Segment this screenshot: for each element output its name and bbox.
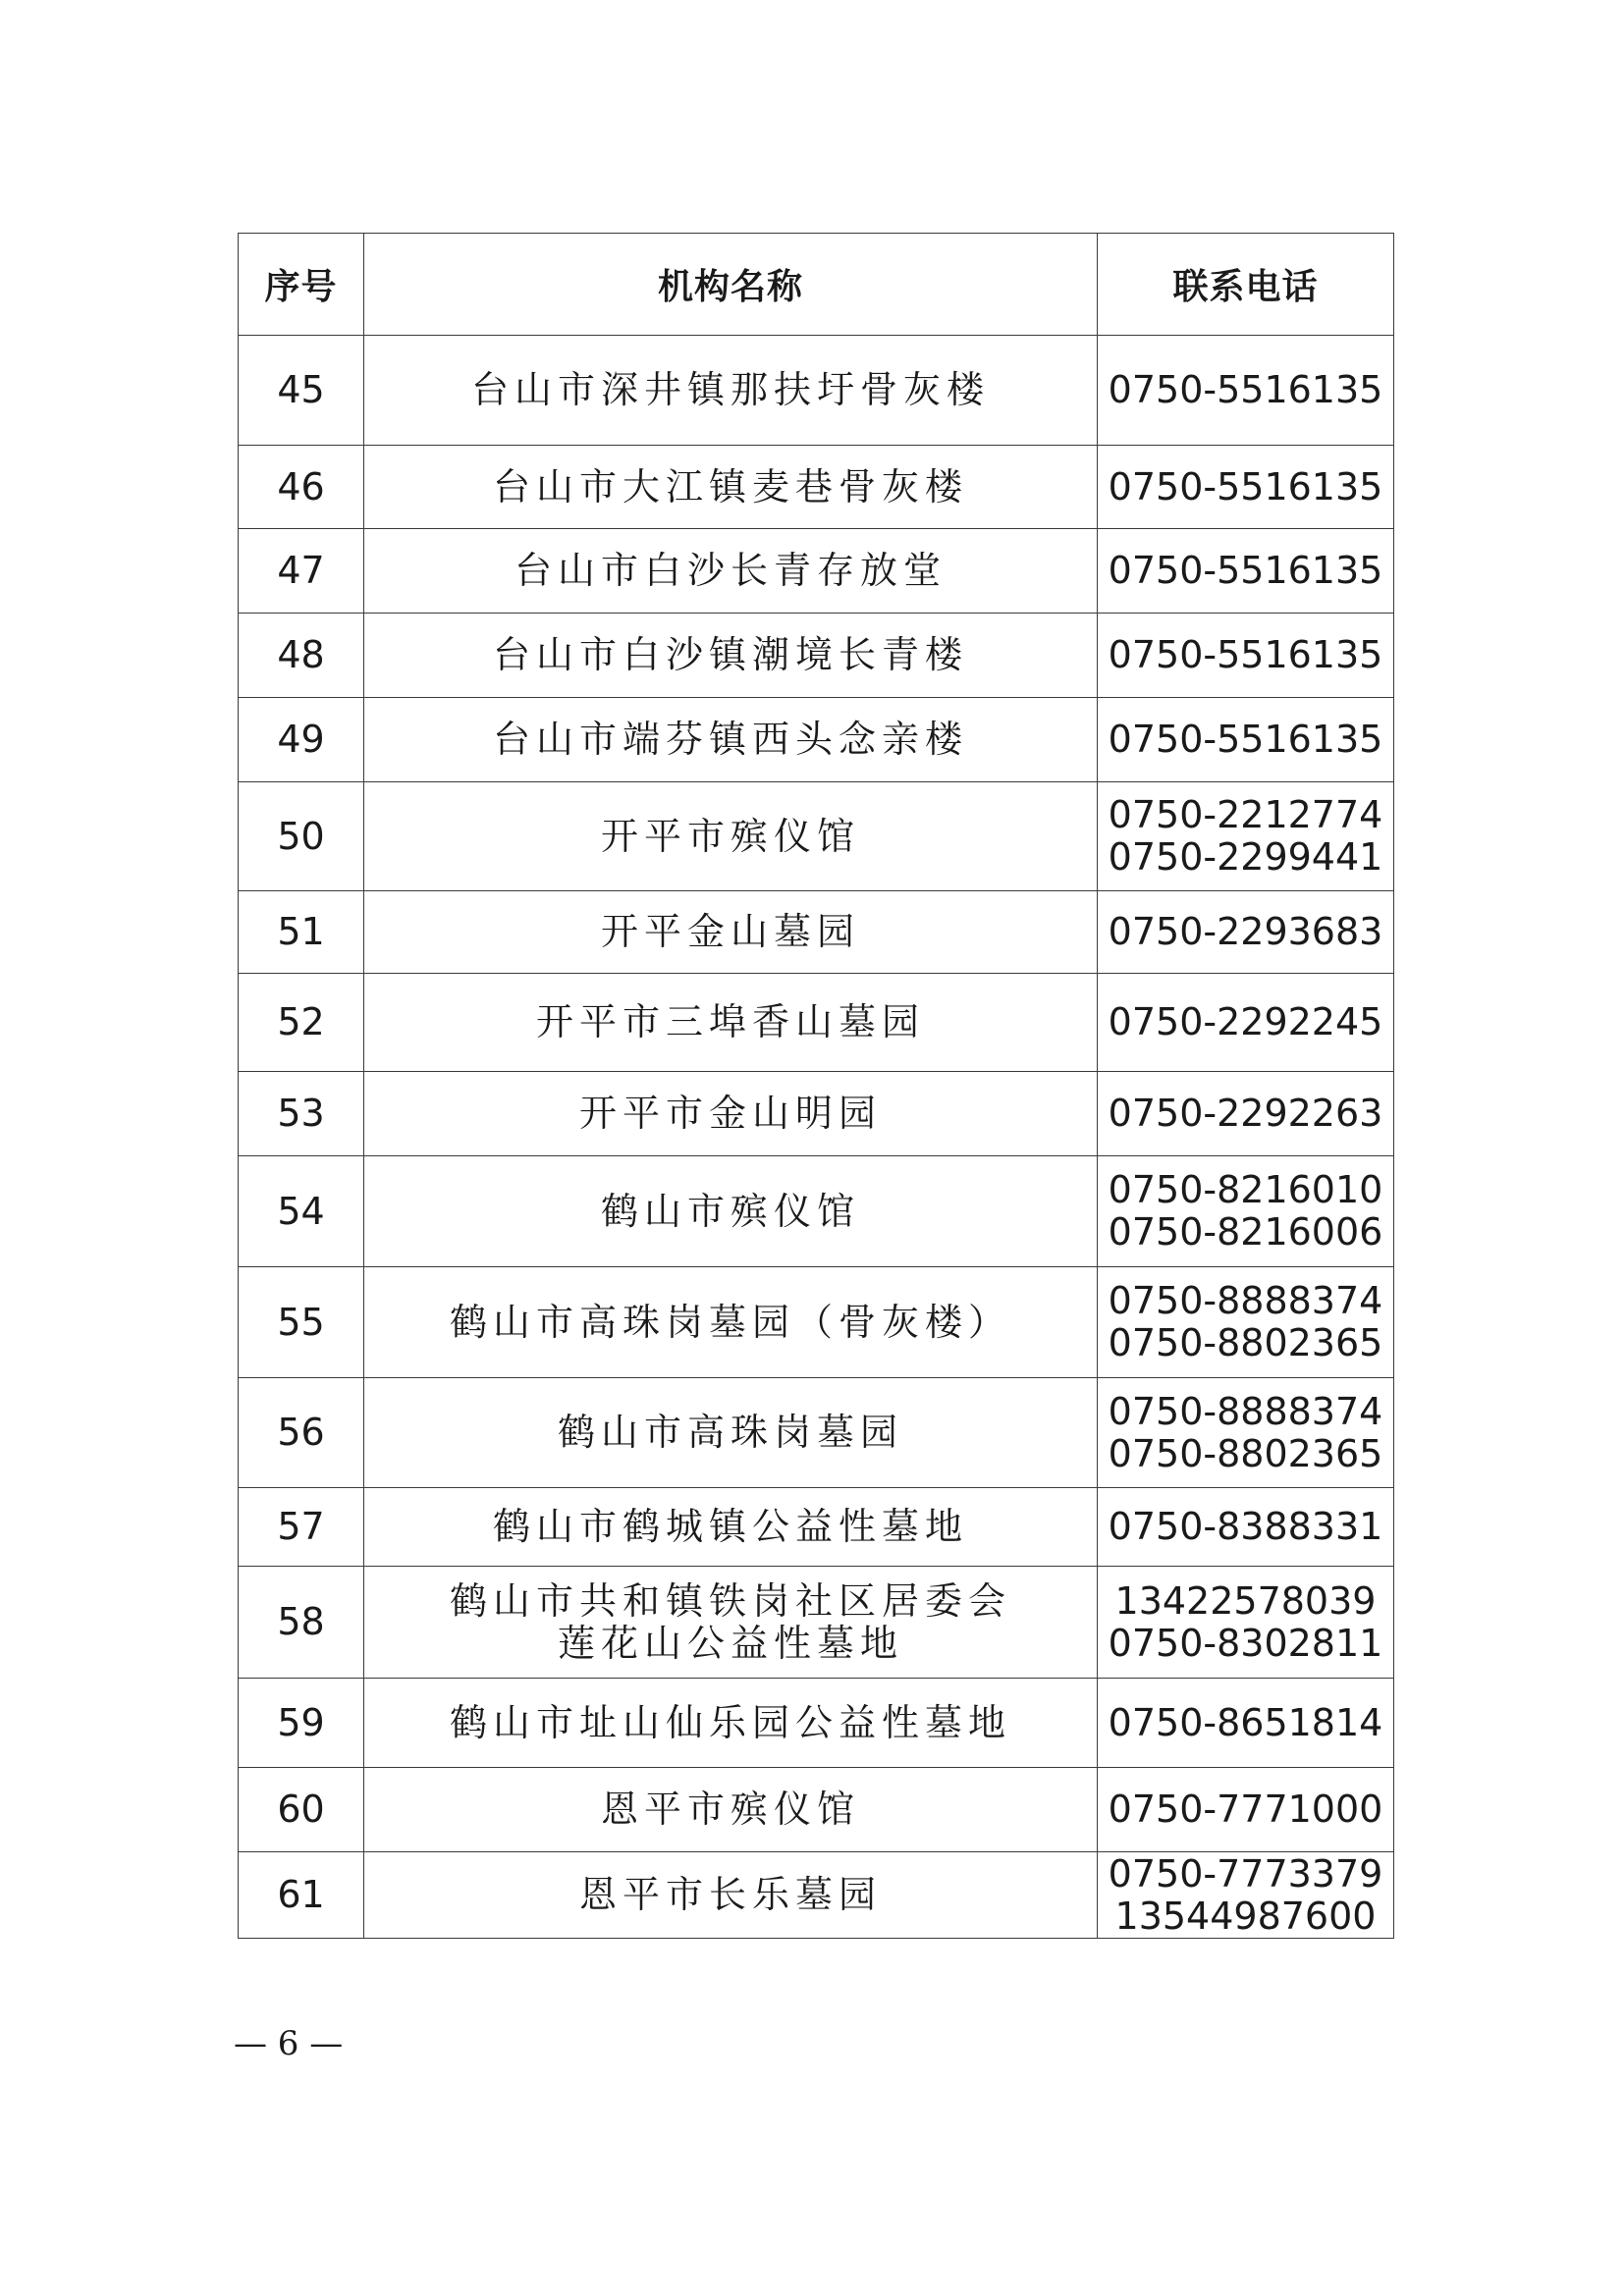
table-row [239, 1072, 1394, 1156]
row-phone [1098, 1378, 1394, 1488]
row-phone [1098, 614, 1394, 698]
row-phone [1098, 529, 1394, 614]
facility-name-line: 开平市殡仪馆 [600, 814, 860, 858]
row-seq: 53 [239, 1072, 364, 1156]
row-facility-name [364, 336, 1098, 446]
row-facility-name [364, 1072, 1098, 1156]
row-facility-name [364, 1768, 1098, 1852]
row-phone [1098, 336, 1394, 446]
row-seq: 46 [239, 446, 364, 529]
row-phone [1098, 1488, 1394, 1567]
row-facility-name [364, 1156, 1098, 1267]
phone-number-line: 0750-2293683 [1108, 910, 1383, 953]
table-row [239, 698, 1394, 782]
row-seq: 47 [239, 529, 364, 614]
table-row [239, 1156, 1394, 1267]
phone-number-line: 0750-7771000 [1108, 1788, 1383, 1831]
row-seq: 59 [239, 1679, 364, 1768]
row-seq: 45 [239, 336, 364, 446]
table-row [239, 1768, 1394, 1852]
phone-number-line: 0750-8388331 [1108, 1505, 1383, 1548]
header-name: 机构名称 [364, 234, 1098, 336]
facility-name-line: 恩平市殡仪馆 [600, 1788, 860, 1831]
row-seq: 60 [239, 1768, 364, 1852]
table-body [239, 336, 1394, 1939]
phone-number-line: 0750-5516135 [1108, 549, 1383, 592]
row-seq: 56 [239, 1378, 364, 1488]
row-seq: 50 [239, 782, 364, 891]
table-row [239, 782, 1394, 891]
facility-name-line: 开平市金山明园 [578, 1092, 882, 1135]
row-phone [1098, 1567, 1394, 1679]
facility-name-line: 台山市白沙长青存放堂 [514, 549, 947, 592]
table-row [239, 446, 1394, 529]
row-seq: 61 [239, 1852, 364, 1939]
table-row [239, 974, 1394, 1072]
row-seq: 48 [239, 614, 364, 698]
phone-number-line: 0750-8302811 [1108, 1621, 1383, 1665]
facility-name-line: 鹤山市殡仪馆 [600, 1189, 860, 1233]
table-row [239, 1488, 1394, 1567]
row-seq: 52 [239, 974, 364, 1072]
row-phone [1098, 974, 1394, 1072]
header-phone: 联系电话 [1098, 234, 1394, 336]
row-phone [1098, 1072, 1394, 1156]
phone-number-line: 0750-5516135 [1108, 464, 1383, 508]
facility-name-line: 开平市三埠香山墓园 [535, 1000, 925, 1043]
phone-number-line: 0750-2292263 [1108, 1092, 1383, 1135]
row-facility-name [364, 974, 1098, 1072]
phone-number-line: 13544987600 [1114, 1894, 1377, 1938]
row-facility-name [364, 446, 1098, 529]
facility-name-line: 鹤山市共和镇铁岗社区居委会 [449, 1578, 1011, 1623]
facility-name-line: 鹤山市鹤城镇公益性墓地 [492, 1505, 968, 1548]
row-seq: 51 [239, 891, 364, 974]
page-number: — 6 — [234, 2024, 344, 2063]
phone-number-line: 0750-2299441 [1108, 835, 1383, 879]
row-facility-name [364, 1679, 1098, 1768]
phone-number-line: 0750-5516135 [1108, 718, 1383, 761]
table-row [239, 1378, 1394, 1488]
row-facility-name [364, 782, 1098, 891]
table-row [239, 1567, 1394, 1679]
table-row [239, 614, 1394, 698]
phone-number-line: 0750-8888374 [1108, 1279, 1383, 1322]
row-phone [1098, 1768, 1394, 1852]
row-facility-name [364, 1378, 1098, 1488]
facility-name-line: 鹤山市高珠岗墓园 [557, 1411, 903, 1454]
row-phone [1098, 1679, 1394, 1768]
row-facility-name [364, 698, 1098, 782]
phone-number-line: 0750-5516135 [1108, 633, 1383, 676]
phone-number-line: 0750-8802365 [1108, 1321, 1383, 1364]
row-facility-name [364, 1567, 1098, 1679]
table-row [239, 1852, 1394, 1939]
table-row [239, 336, 1394, 446]
phone-number-line: 0750-8651814 [1108, 1700, 1383, 1744]
funeral-facility-contact-table [238, 233, 1394, 1939]
facility-name-line: 台山市深井镇那扶圩骨灰楼 [470, 368, 990, 411]
table-row [239, 891, 1394, 974]
facility-name-line: 鹤山市高珠岗墓园（骨灰楼） [449, 1300, 1011, 1344]
header-seq: 序号 [239, 234, 364, 336]
facility-name-line: 台山市大江镇麦巷骨灰楼 [492, 464, 968, 508]
row-seq: 55 [239, 1267, 364, 1378]
row-phone [1098, 698, 1394, 782]
row-seq: 54 [239, 1156, 364, 1267]
row-facility-name [364, 529, 1098, 614]
facility-name-line: 台山市端芬镇西头念亲楼 [492, 718, 968, 761]
table-row [239, 529, 1394, 614]
phone-number-line: 0750-7773379 [1108, 1851, 1383, 1896]
row-facility-name [364, 1267, 1098, 1378]
facility-name-line: 恩平市长乐墓园 [578, 1873, 882, 1916]
phone-number-line: 0750-8888374 [1108, 1389, 1383, 1433]
table-header-row [239, 234, 1394, 336]
phone-number-line: 0750-8802365 [1108, 1431, 1383, 1475]
row-phone [1098, 446, 1394, 529]
row-seq: 49 [239, 698, 364, 782]
facility-name-line: 鹤山市址山仙乐园公益性墓地 [449, 1700, 1011, 1744]
row-phone [1098, 1852, 1394, 1939]
phone-number-line: 0750-8216010 [1108, 1168, 1383, 1211]
phone-number-line: 0750-2212774 [1108, 793, 1383, 836]
row-phone [1098, 891, 1394, 974]
row-seq: 58 [239, 1567, 364, 1679]
phone-number-line: 0750-5516135 [1108, 368, 1383, 411]
row-facility-name [364, 1852, 1098, 1939]
row-facility-name [364, 1488, 1098, 1567]
row-seq: 57 [239, 1488, 364, 1567]
table-row [239, 1267, 1394, 1378]
phone-number-line: 13422578039 [1114, 1578, 1377, 1623]
phone-number-line: 0750-2292245 [1108, 1000, 1383, 1043]
facility-name-line: 开平金山墓园 [600, 910, 860, 953]
facility-name-line: 莲花山公益性墓地 [557, 1621, 903, 1665]
row-phone [1098, 1156, 1394, 1267]
row-phone [1098, 782, 1394, 891]
facility-name-line: 台山市白沙镇潮境长青楼 [492, 633, 968, 676]
table-row [239, 1679, 1394, 1768]
row-facility-name [364, 614, 1098, 698]
phone-number-line: 0750-8216006 [1108, 1210, 1383, 1254]
row-phone [1098, 1267, 1394, 1378]
row-facility-name [364, 891, 1098, 974]
